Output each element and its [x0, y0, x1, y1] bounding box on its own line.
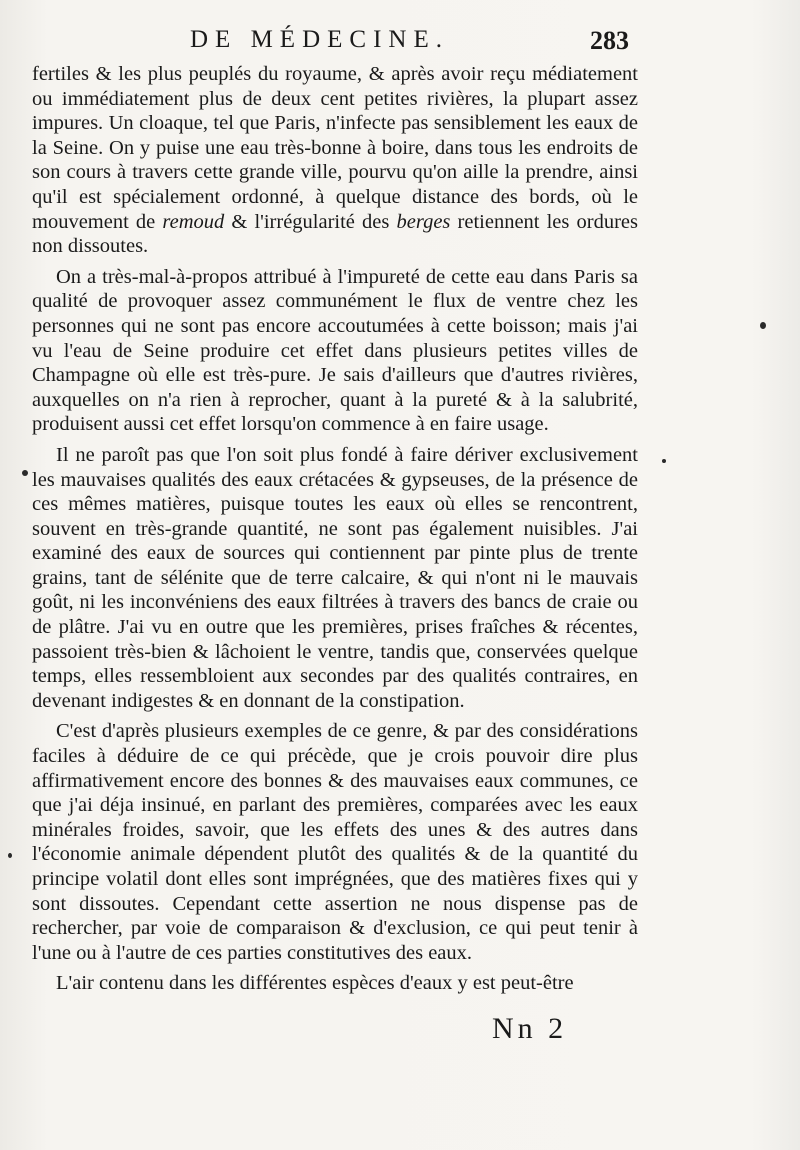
ink-speck [760, 322, 766, 329]
paragraph-2: On a très-mal-à-propos attribué à l'impureté de cette eau dans Paris sa qualité de provoquer assez communément le flux de ventre chez les personnes qui ne sont pas encore accoutumées à cette boisson; mais j'ai vu l'eau de Seine produire cet effet dans plusieurs petites villes de Champagne où elle est très-pure. Je sais d'ailleurs que d'autres rivières, auxquelles on n'a rien à reprocher, quant à la pureté & à la salubrité, produisent aussi cet effet lorsqu'on commence à en faire usage. [32, 265, 638, 436]
ink-speck [662, 459, 666, 463]
paragraph-3: Il ne paroît pas que l'on soit plus fondé à faire dériver exclusivement les mauvaises qualités des eaux crétacées & gypseuses, de la présence de ces mêmes matières, puisque toutes les eaux où elles se rencontrent, souvent en très-grande quantité, ne sont pas également nuisibles. J'ai examiné des eaux de sources qui contiennent par pinte plus de trente grains, tant de sélénite que de terre calcaire, & qui n'ont ni le mauvais goût, ni les inconvéniens des eaux filtrées à travers des bancs de craie ou de plâtre. J'ai vu en outre que les premières, prises fraîches & récentes, passoient très-bien & lâchoient le ventre, tandis que, conservées quelque temps, elles ressembloient aux secondes par des qualités contraires, en devenant indigestes & en donnant de la constipation. [32, 443, 638, 712]
running-head: DE MÉDECINE. [190, 26, 449, 53]
signature-mark: Nn 2 [492, 1012, 568, 1045]
ink-speck [22, 470, 28, 476]
term-berges: berges [396, 210, 451, 233]
term-remoud: remoud [162, 210, 225, 233]
paragraph-1-text-c: retiennent les ordures non dissoutes. [32, 210, 638, 258]
page-number: 283 [590, 26, 629, 55]
paragraph-4: C'est d'après plusieurs exemples de ce genre, & par des considérations faciles à déduire de ce qui précède, que je crois pouvoir dire plus affirmativement encore des bonnes & des mauvaises eaux communes, ce que j'ai déja insinué, en parlant des premières, comparées avec les eaux minérales froides, savoir, que les effets des unes & des autres dans l'économie animale dépendent plutôt des qualités & de la quantité du principe volatil dont elles sont imprégnées, que des matières fixes qui y sont dissoutes. Cependant cette assertion ne nous dispense pas de rechercher, par voie de comparaison & d'exclusion, ce qui peut tenir à l'une ou à l'autre de ces parties constitutives des eaux. [32, 720, 638, 964]
body-text [32, 62, 638, 996]
paragraph-1 [32, 62, 638, 259]
paragraph-1-text-b: & l'irrégularité des [224, 210, 397, 233]
paragraph-5: L'air contenu dans les différentes espèces d'eaux y est peut-être [56, 972, 574, 995]
paragraph-1-text-a: fertiles & les plus peuplés du royaume, & après avoir reçu médiatement ou immédiatement plus de deux cent petites rivières, la plupart assez impures. Un cloaque, tel que Paris, n'infecte pas sensiblement les eaux de la Seine. On y puise une eau très-bonne à boire, dans tous les endroits de son cours à travers cette grande ville, pourvu qu'on aille la prendre, ainsi qu'il est spécialement ordonné, à quelque distance des bords, où le mouvement de [32, 63, 638, 233]
page-header [0, 26, 800, 60]
ink-speck [8, 853, 12, 858]
